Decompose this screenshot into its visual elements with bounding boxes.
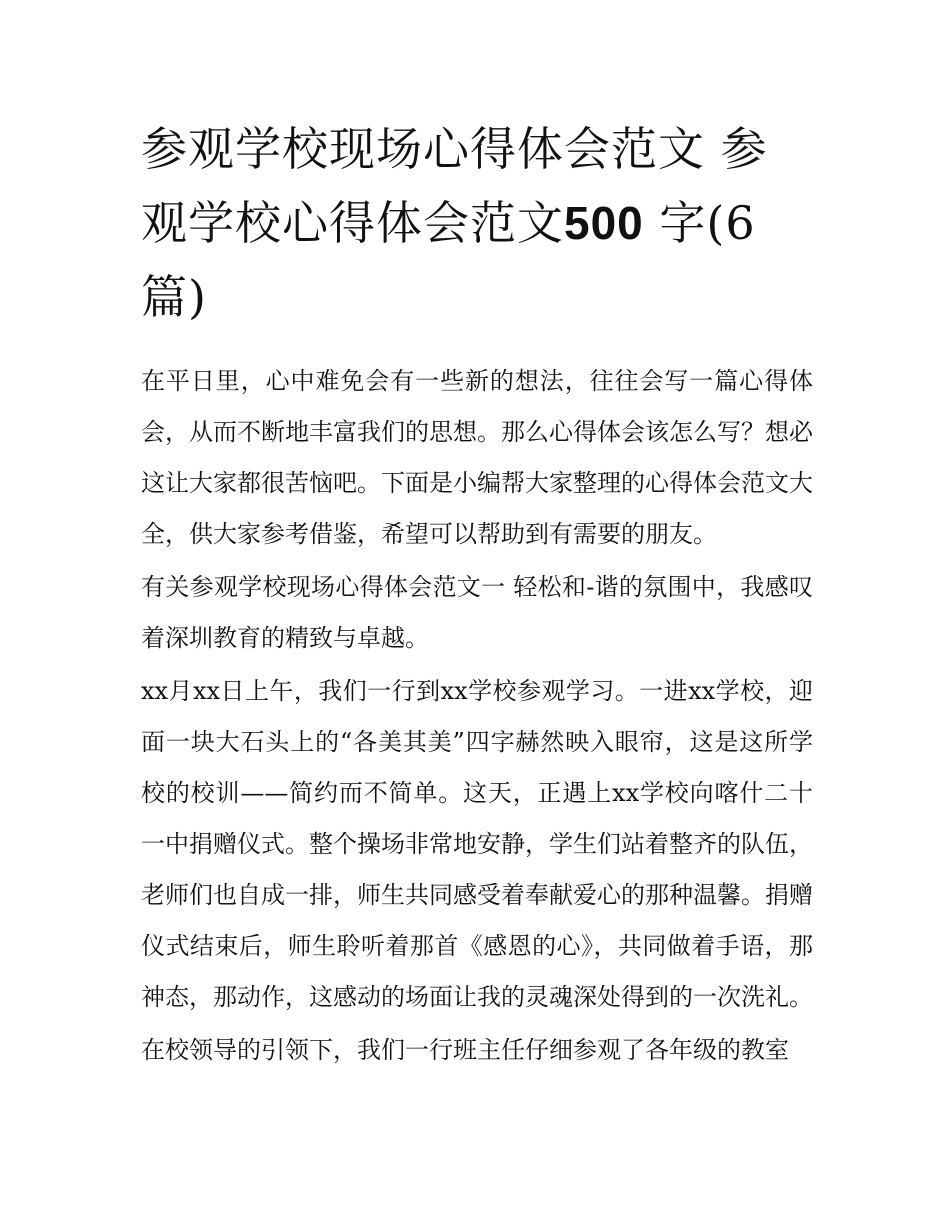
intro-paragraph: 在平日里，心中难免会有一些新的想法，往往会写一篇心得体会，从而不断地丰富我们的思想。那么心得体会该怎么写？想必这让大家都很苦恼吧。下面是小编帮大家整理的心得体会范文大全，供大家参考借鉴，希望可以帮助到有需要的朋友。 xyxy=(141,367,813,548)
document-content xyxy=(141,112,813,1078)
section-heading-paragraph: 有关参观学校现场心得体会范文一 轻松和-谐的氛围中，我感叹着深圳教育的精致与卓越。 xyxy=(141,573,813,652)
document-title xyxy=(141,112,813,334)
title-number: 500 xyxy=(564,197,644,249)
title-suffix: 字(6篇) xyxy=(141,196,756,324)
visit-paragraph: xx月xx日上午，我们一行到xx学校参观学习。一进xx学校，迎面一块大石头上的“各美其美”四字赫然映入眼帘，这是这所学校的校训——简约而不简单。这天，正遇上xx学校向喀什二十一中捐赠仪式。整个操场非常地安静，学生们站着整齐的队伍，老师们也自成一排，师生共同感受着奉献爱心的那种温馨。捐赠仪式结束后，师生聆听着那首《感恩的心》，共同做着手语，那神态，那动作，这感动的场面让我的灵魂深处得到的一次洗礼。 xyxy=(141,677,813,1011)
title-text: 参观学校现场心得体会范文 参观学校心得体会范文 xyxy=(141,122,768,250)
classroom-paragraph: 在校领导的引领下，我们一行班主任仔细参观了各年级的教室 xyxy=(141,1036,789,1064)
document-body xyxy=(141,356,813,1076)
